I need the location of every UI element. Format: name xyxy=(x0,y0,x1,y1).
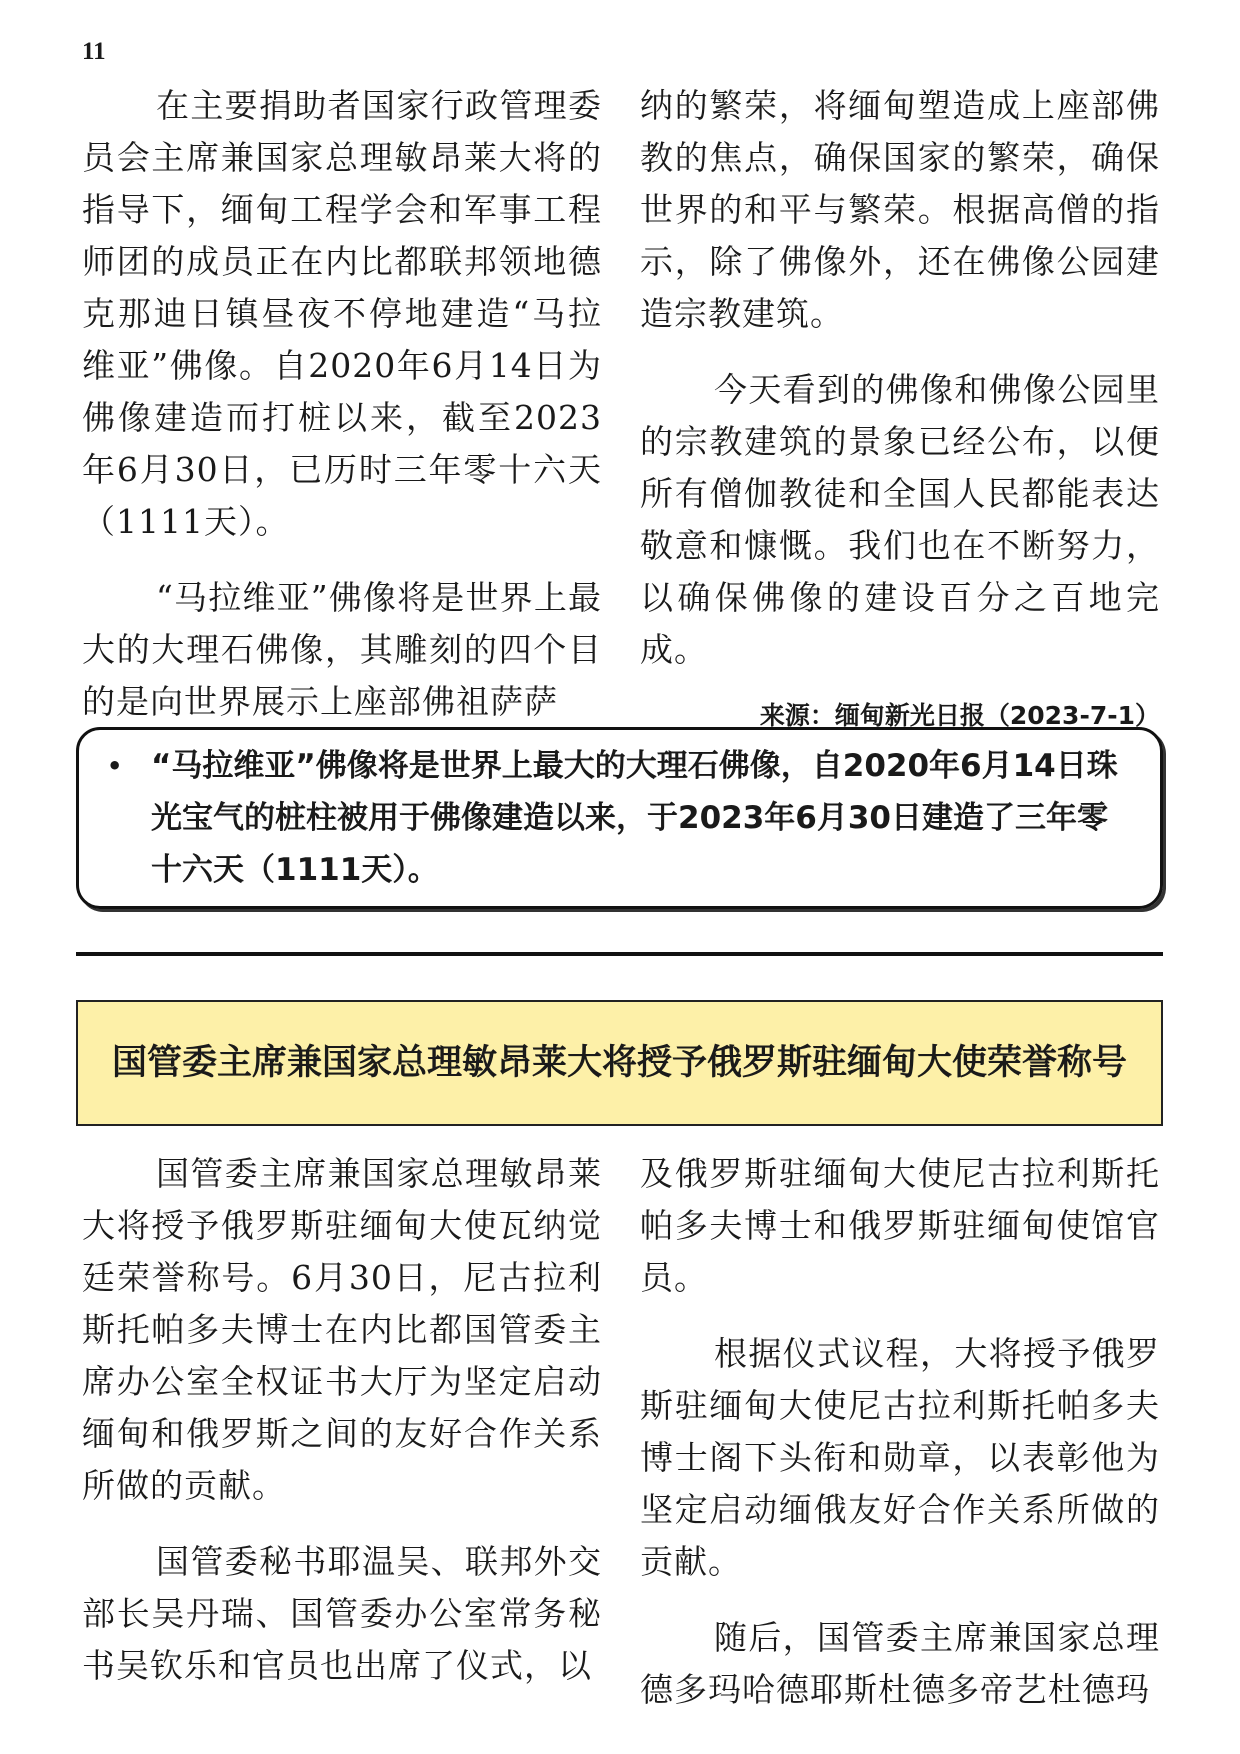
page-number: 11 xyxy=(82,38,106,65)
article2-headline: 国管委主席兼国家总理敏昂莱大将授予俄罗斯驻缅甸大使荣誉称号 xyxy=(111,1042,1127,1083)
summary-text: “马拉维亚”佛像将是世界上最大的大理石佛像，自2020年6月14日珠光宝气的桩柱被用于佛像建造以来，于2023年6月30日建造了三年零十六天（1111天）。 xyxy=(151,748,1118,888)
summary-list xyxy=(99,740,1136,896)
article2-headline-box xyxy=(76,1000,1163,1126)
article2-paragraph: 根据仪式议程，大将授予俄罗斯驻缅甸大使尼古拉利斯托帕多夫博士阁下头衔和勋章，以表彰他为坚定启动缅俄友好合作关系所做的贡献。 xyxy=(640,1334,1160,1581)
article1-paragraph: 在主要捐助者国家行政管理委员会主席兼国家总理敏昂莱大将的指导下，缅甸工程学会和军事工程师团的成员正在内比都联邦领地德克那迪日镇昼夜不停地建造“马拉维亚”佛像。自2020年6月14日为佛像建造而打桩以来，截至2023年6月30日，已历时三年零十六天（1111天）。 xyxy=(82,86,602,541)
article1-source: 来源：缅甸新光日报（2023-7-1） xyxy=(759,701,1160,730)
article1-paragraph: 纳的繁荣，将缅甸塑造成上座部佛教的焦点，确保国家的繁荣，确保世界的和平与繁荣。根据高僧的指示，除了佛像外，还在佛像公园建造宗教建筑。 xyxy=(640,86,1160,333)
summary-callout-box xyxy=(76,727,1163,909)
article2-left-column xyxy=(82,1148,602,1716)
article1-paragraph: “马拉维亚”佛像将是世界上最大的大理石佛像，其雕刻的四个目的是向世界展示上座部佛祖萨萨 xyxy=(82,578,602,721)
article1-paragraph: 今天看到的佛像和佛像公园里的宗教建筑的景象已经公布，以便所有僧伽教徒和全国人民都能表达敬意和慷慨。我们也在不断努力，以确保佛像的建设百分之百地完成。 xyxy=(640,370,1160,669)
summary-list-item xyxy=(99,740,1136,896)
article1-right-column xyxy=(640,80,1160,732)
article2-paragraph: 及俄罗斯驻缅甸大使尼古拉利斯托帕多夫博士和俄罗斯驻缅甸使馆官员。 xyxy=(640,1154,1160,1297)
article2-right-column xyxy=(640,1148,1160,1740)
article2-paragraph: 随后，国管委主席兼国家总理德多玛哈德耶斯杜德多帝艺杜德玛 xyxy=(640,1618,1160,1709)
article1-left-column xyxy=(82,80,602,752)
article2-paragraph: 国管委秘书耶温吴、联邦外交部长吴丹瑞、国管委办公室常务秘书吴钦乐和官员也出席了仪式，以 xyxy=(82,1542,602,1685)
bullet-icon: • xyxy=(107,752,123,780)
article2-paragraph: 国管委主席兼国家总理敏昂莱大将授予俄罗斯驻缅甸大使瓦纳觉廷荣誉称号。6月30日，尼古拉利斯托帕多夫博士在内比都国管委主席办公室全权证书大厅为坚定启动缅甸和俄罗斯之间的友好合作关系所做的贡献。 xyxy=(82,1154,602,1505)
section-divider xyxy=(76,952,1163,956)
